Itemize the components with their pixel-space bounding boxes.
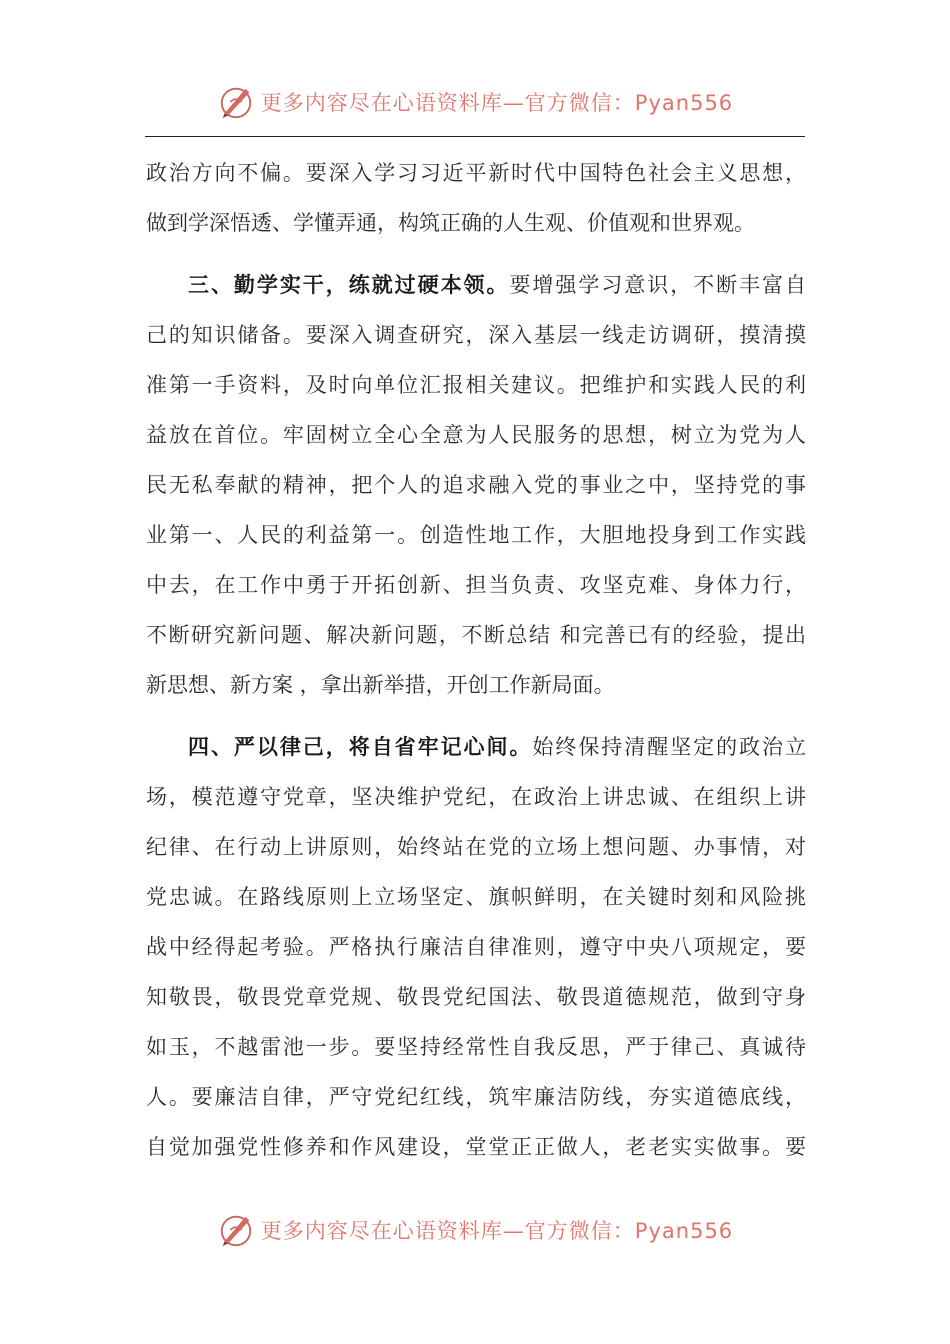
text-line: 准第一手资料，及时向单位汇报相关建议。把维护和实践人民的利 <box>146 373 806 397</box>
footer-banner <box>0 1208 950 1252</box>
text-line: 纪律、在行动上讲原则，始终站在党的立场上想问题、办事情，对 <box>146 835 806 859</box>
text-line: 人。要廉洁自律，严守党纪红线，筑牢廉洁防线，夯实道德底线， <box>146 1085 806 1109</box>
text-line: 益放在首位。牢固树立全心全意为人民服务的思想，树立为党为人 <box>146 423 806 447</box>
section-heading: 三、勤学实干，练就过硬本领。 <box>188 272 510 297</box>
banner-text: 更多内容尽在心语资料库—官方微信：Pyan556 <box>260 1219 734 1243</box>
text-line: 知敬畏，敬畏党章党规、敬畏党纪国法、敬畏道德规范，做到守身 <box>146 985 806 1009</box>
paragraph <box>146 260 806 710</box>
text-line: 新思想、新方案 ，拿出新举措，开创工作新局面。 <box>146 673 615 697</box>
text-line: 己的知识储备。要深入调查研究，深入基层一线走访调研，摸清摸 <box>146 323 806 347</box>
text-line: 党忠诚。在路线原则上立场坚定、旗帜鲜明，在关键时刻和风险挑 <box>146 885 806 909</box>
pen-logo-icon <box>217 1211 255 1249</box>
text-line: 中去，在工作中勇于开拓创新、担当负责、攻坚克难、身体力行， <box>146 573 806 597</box>
paragraph-first-line <box>146 260 806 310</box>
text-line: 做到学深悟透、学懂弄通，构筑正确的人生观、价值观和世界观。 <box>146 211 755 235</box>
text-line: 战中经得起考验。严格执行廉洁自律准则，遵守中央八项规定，要 <box>146 935 806 959</box>
document-body <box>146 148 806 1172</box>
header-divider <box>145 136 805 137</box>
section-heading: 四、严以律己，将自省牢记心间。 <box>188 734 533 759</box>
banner-text: 更多内容尽在心语资料库—官方微信：Pyan556 <box>260 91 734 115</box>
paragraph-first-line <box>146 722 806 772</box>
paragraph <box>146 722 806 1172</box>
paragraph <box>146 148 806 248</box>
text-line: 场，模范遵守党章，坚决维护党纪，在政治上讲忠诚、在组织上讲 <box>146 785 806 809</box>
text-line: 业第一、人民的利益第一。创造性地工作，大胆地投身到工作实践 <box>146 523 806 547</box>
text-line: 如玉，不越雷池一步。要坚持经常性自我反思，严于律己、真诚待 <box>146 1035 806 1059</box>
text-line: 民无私奉献的精神，把个人的追求融入党的事业之中，坚持党的事 <box>146 473 806 497</box>
text-line: 不断研究新问题、解决新问题，不断总结 和完善已有的经验，提出 <box>146 623 806 647</box>
text-line: 政治方向不偏。要深入学习习近平新时代中国特色社会主义思想， <box>146 161 806 185</box>
text-run: 始终保持清醒坚定的政治立 <box>532 735 806 759</box>
text-line: 自觉加强党性修养和作风建设，堂堂正正做人，老老实实做事。要 <box>146 1135 806 1159</box>
text-run: 要增强学习意识，不断丰富自 <box>509 273 806 297</box>
header-banner <box>0 80 950 124</box>
pen-logo-icon <box>217 83 255 121</box>
